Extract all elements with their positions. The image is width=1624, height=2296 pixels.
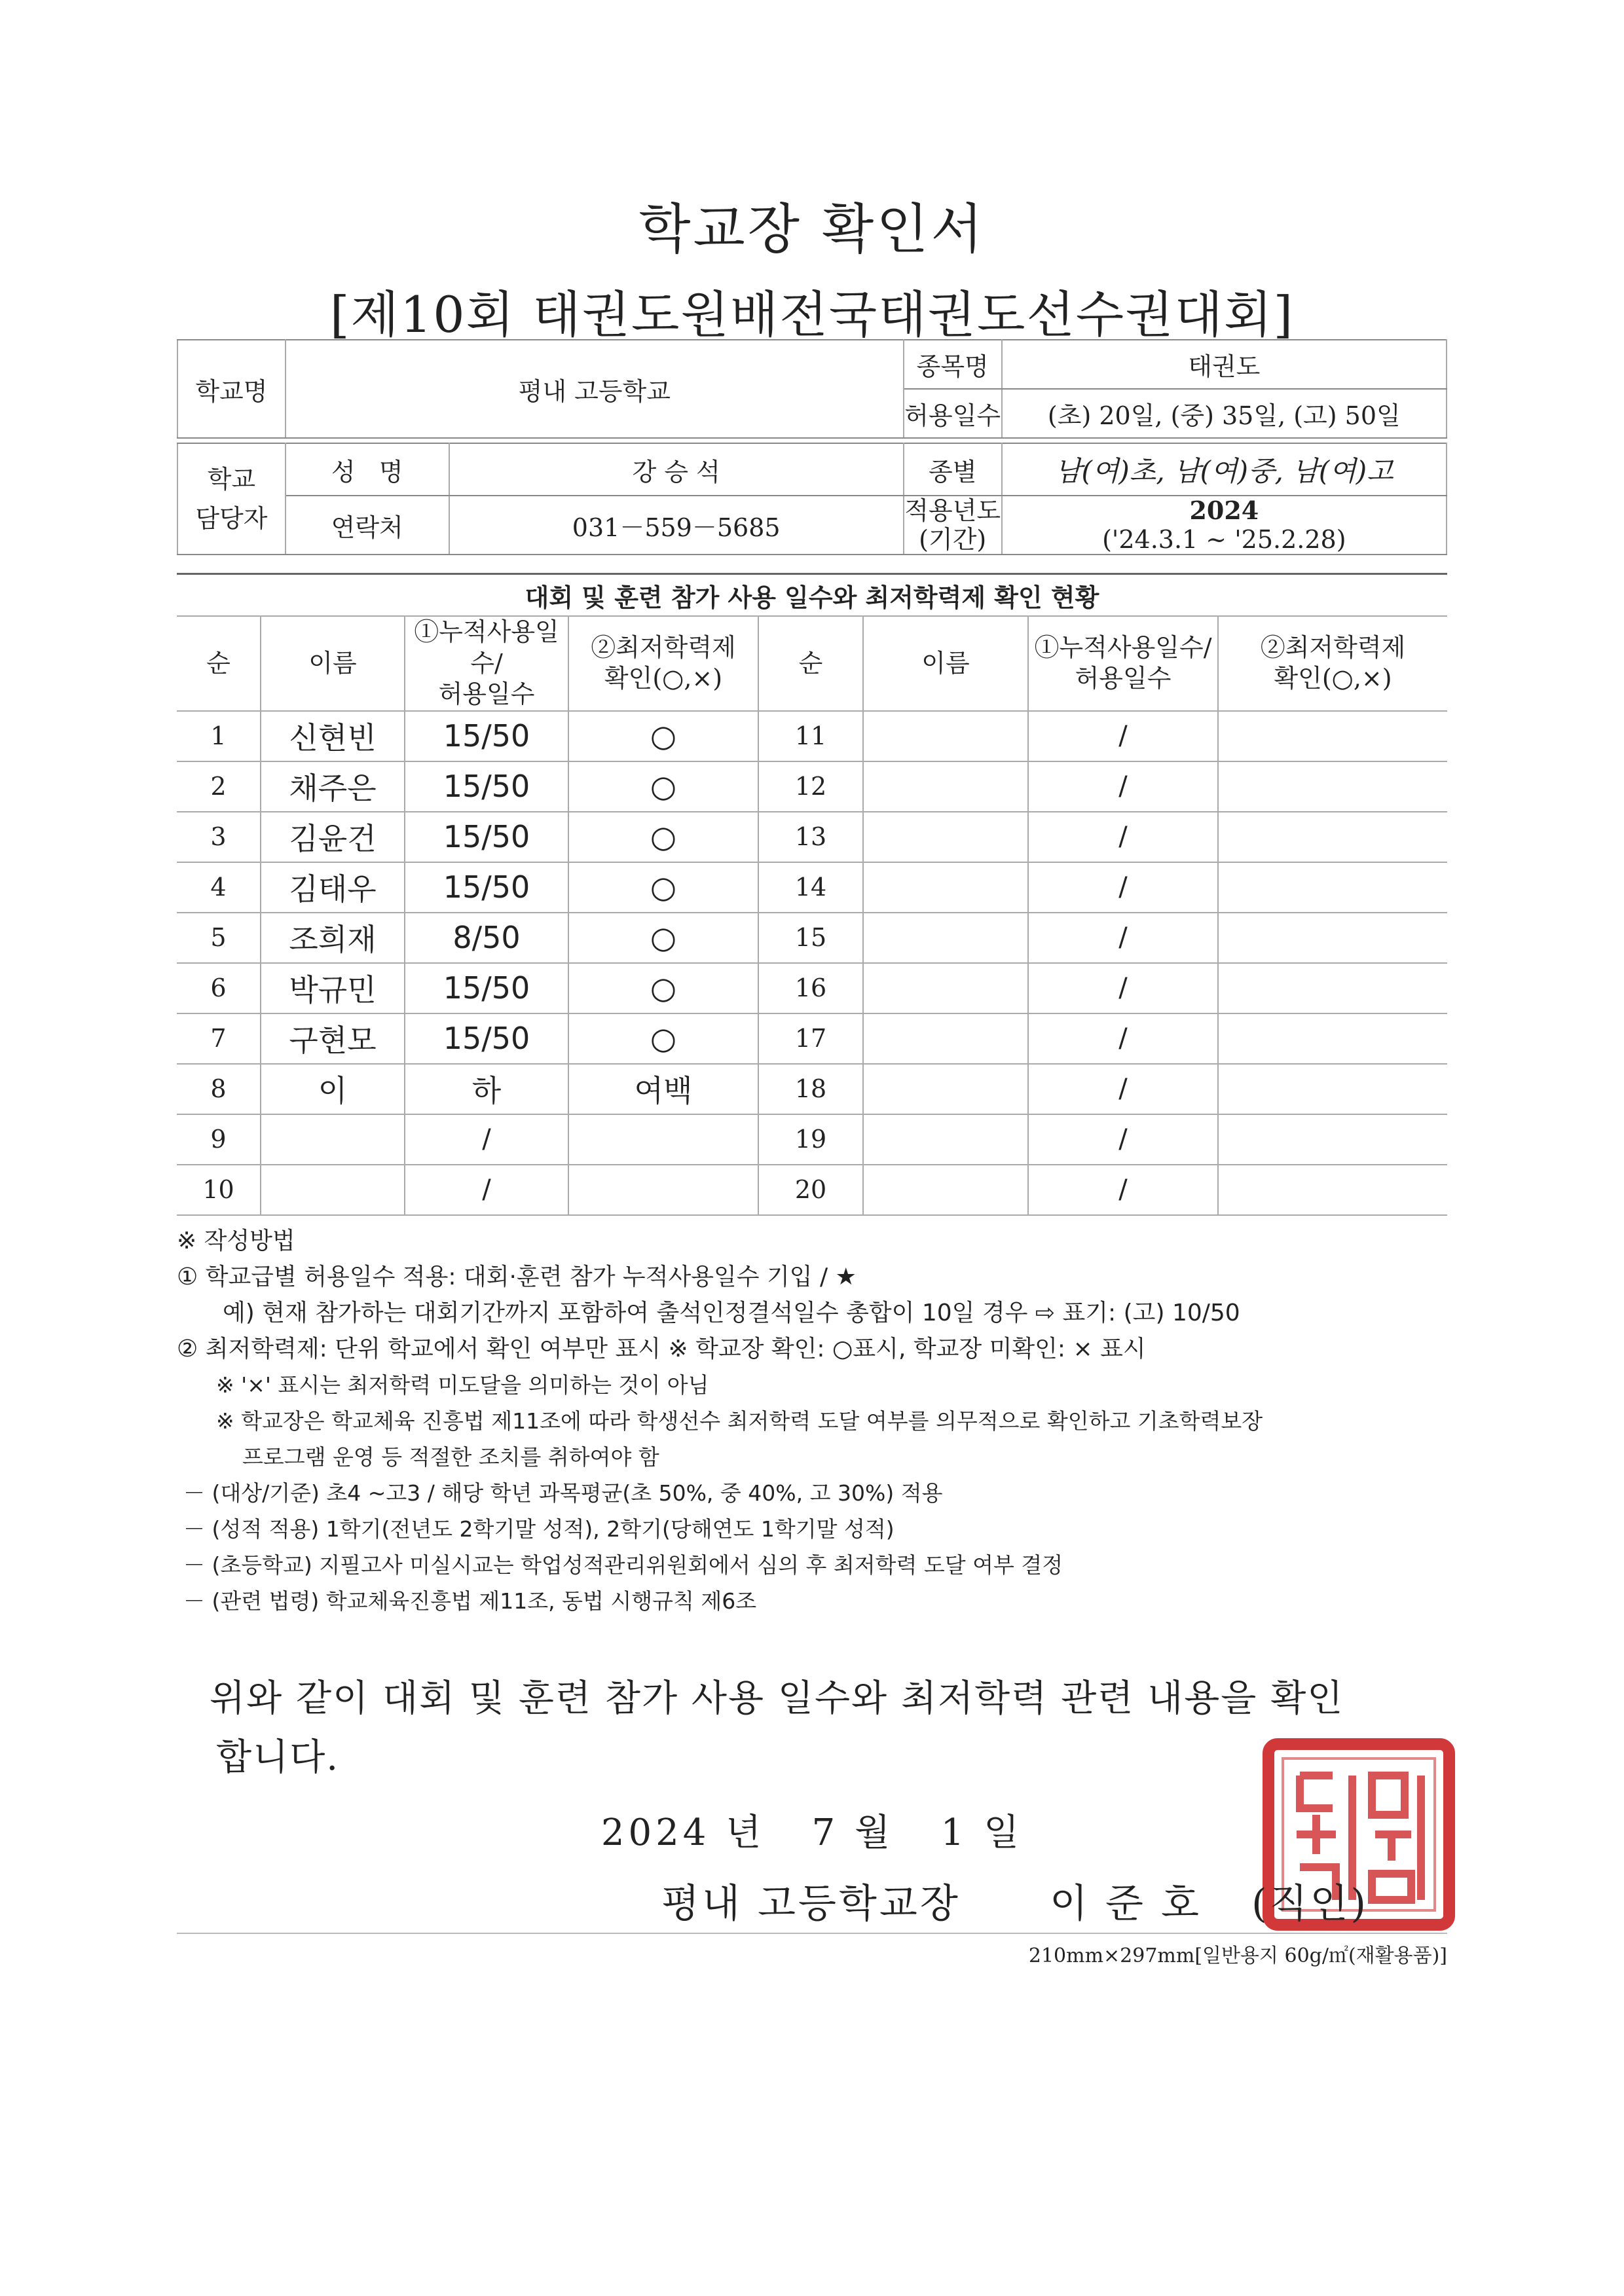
- student-name: [261, 1114, 405, 1165]
- instruction-2: ② 최저학력제: 단위 학교에서 확인 여부만 표시 ※ 학교장 확인: ○표시, 학교장 미확인: × 표시: [177, 1336, 1146, 1362]
- days-used: /: [1028, 1165, 1218, 1215]
- table-row: [177, 1064, 1447, 1114]
- table-row: [177, 913, 1447, 963]
- student-name: 채주은: [261, 761, 405, 812]
- instruction-2-note-b-cont: 프로그램 운영 등 적절한 조치를 취하여야 함: [242, 1444, 659, 1470]
- academic-check: [1218, 1114, 1447, 1165]
- academic-check: [1218, 711, 1447, 761]
- col-header-no-2: 순: [758, 616, 863, 711]
- date-year-unit: 년: [726, 1812, 766, 1854]
- row-no: 11: [758, 711, 863, 761]
- criteria-item: － (대상/기준) 초4 ~고3 / 해당 학년 과목평균(초 50%, 중 40%, 고 30%) 적용: [183, 1480, 943, 1506]
- days-used: 하: [405, 1064, 568, 1114]
- days-used: 15/50: [405, 963, 568, 1013]
- academic-check: [568, 1114, 758, 1165]
- criteria-item: － (초등학교) 지필고사 미실시교는 학업성적관리위원회에서 심의 후 최저학력 도달 여부 결정: [183, 1552, 1063, 1578]
- student-name: 김태우: [261, 862, 405, 913]
- student-name: 조희재: [261, 913, 405, 963]
- col-header-check: ②최저학력제 확인(○,×): [568, 616, 758, 711]
- days-used: /: [1028, 862, 1218, 913]
- academic-check: ○: [568, 1013, 758, 1064]
- row-no: 2: [177, 761, 261, 812]
- manager-name-label: 성 명: [286, 443, 449, 496]
- days-used: 15/50: [405, 761, 568, 812]
- row-no: 10: [177, 1165, 261, 1215]
- academic-check: [1218, 812, 1447, 862]
- row-no: 14: [758, 862, 863, 913]
- allowed-days-label: 허용일수: [904, 389, 1002, 438]
- days-used: /: [1028, 1064, 1218, 1114]
- student-name: [863, 1064, 1028, 1114]
- date-month: 7: [811, 1812, 840, 1854]
- student-name: [863, 812, 1028, 862]
- academic-check: 여백: [568, 1064, 758, 1114]
- footer-divider: [177, 1933, 1447, 1934]
- student-name: [863, 963, 1028, 1013]
- academic-check: ○: [568, 862, 758, 913]
- row-no: 9: [177, 1114, 261, 1165]
- confirmation-statement-end: 합니다.: [216, 1736, 340, 1779]
- student-name: [863, 1013, 1028, 1064]
- days-used: 15/50: [405, 1013, 568, 1064]
- table-row: [177, 1165, 1447, 1215]
- days-used: 8/50: [405, 913, 568, 963]
- academic-check: ○: [568, 761, 758, 812]
- principal-signature-line: [661, 1872, 1369, 1929]
- table-row: [177, 963, 1447, 1013]
- days-used: /: [1028, 812, 1218, 862]
- days-used: /: [1028, 711, 1218, 761]
- col-header-days: ①누적사용일수/ 허용일수: [405, 616, 568, 711]
- student-name: [261, 1165, 405, 1215]
- academic-check: [1218, 913, 1447, 963]
- days-used: /: [1028, 1013, 1218, 1064]
- row-no: 7: [177, 1013, 261, 1064]
- table-row: [177, 1114, 1447, 1165]
- table-row: [177, 862, 1447, 913]
- confirmation-statement: 위와 같이 대회 및 훈련 참가 사용 일수와 최저학력 관련 내용을 확인: [210, 1677, 1344, 1720]
- academic-check: [1218, 1064, 1447, 1114]
- manager-label: 학교 담당자: [177, 443, 286, 555]
- manager-name-value: 강 승 석: [449, 443, 904, 496]
- table-row: [177, 1013, 1447, 1064]
- row-no: 17: [758, 1013, 863, 1064]
- row-no: 18: [758, 1064, 863, 1114]
- col-header-days-2: ①누적사용일수/ 허용일수: [1028, 616, 1218, 711]
- row-no: 20: [758, 1165, 863, 1215]
- year-cell: [1002, 496, 1447, 555]
- period-value: ('24.3.1 ~ '25.2.28): [1102, 525, 1346, 554]
- criteria-item: － (성적 적용) 1학기(전년도 2학기말 성적), 2학기(당해연도 1학기말 성적): [183, 1516, 895, 1542]
- student-name: [863, 761, 1028, 812]
- category-label: 종별: [904, 443, 1002, 496]
- principal-title: 평내 고등학교장: [661, 1881, 961, 1927]
- student-name: 김윤건: [261, 812, 405, 862]
- row-no: 19: [758, 1114, 863, 1165]
- academic-check: ○: [568, 913, 758, 963]
- days-used: /: [1028, 761, 1218, 812]
- row-no: 16: [758, 963, 863, 1013]
- row-no: 8: [177, 1064, 261, 1114]
- instruction-2-note-b: ※ 학교장은 학교체육 진흥법 제11조에 따라 학생선수 최저학력 도달 여부를 의무적으로 확인하고 기초학력보장: [216, 1408, 1263, 1434]
- school-name-value: 평내 고등학교: [286, 340, 904, 438]
- row-no: 13: [758, 812, 863, 862]
- allowed-days-value: (초) 20일, (중) 35일, (고) 50일: [1002, 389, 1447, 438]
- student-name: [863, 1165, 1028, 1215]
- days-used: 15/50: [405, 862, 568, 913]
- days-used: 15/50: [405, 711, 568, 761]
- principal-name: 이 준 호: [1049, 1881, 1202, 1927]
- instruction-2-note-a: ※ '×' 표시는 최저학력 미도달을 의미하는 것이 아님: [216, 1372, 709, 1398]
- days-used: /: [1028, 913, 1218, 963]
- student-name: 구현모: [261, 1013, 405, 1064]
- student-name: 이: [261, 1064, 405, 1114]
- days-used: /: [405, 1165, 568, 1215]
- date-year: 2024: [600, 1812, 710, 1854]
- student-name: [863, 711, 1028, 761]
- paper-spec: 210mm×297mm[일반용지 60g/㎡(재활용품)]: [1028, 1944, 1447, 1967]
- col-header-name: 이름: [261, 616, 405, 711]
- table-row: [177, 761, 1447, 812]
- date-month-unit: 월: [855, 1812, 895, 1854]
- instruction-1-example: 예) 현재 참가하는 대회기간까지 포함하여 출석인정결석일수 총합이 10일 경우 ⇨ 표기: (고) 10/50: [223, 1300, 1240, 1326]
- academic-check: [1218, 1013, 1447, 1064]
- row-no: 15: [758, 913, 863, 963]
- instruction-1: ① 학교급별 허용일수 적용: 대회·훈련 참가 누적사용일수 기입 / ★: [177, 1264, 857, 1290]
- event-value: 태권도: [1002, 340, 1447, 389]
- year-label: 적용년도 (기간): [904, 496, 1001, 554]
- school-name-label: 학교명: [177, 340, 286, 438]
- row-no: 4: [177, 862, 261, 913]
- row-no: 1: [177, 711, 261, 761]
- academic-check: [1218, 1165, 1447, 1215]
- table-row: [177, 812, 1447, 862]
- academic-check: ○: [568, 963, 758, 1013]
- student-name: 박규민: [261, 963, 405, 1013]
- event-label: 종목명: [904, 340, 1002, 389]
- days-used: /: [405, 1114, 568, 1165]
- table-row: [177, 711, 1447, 761]
- category-value: 남(여)초, 남(여)중, 남(여)고: [1002, 443, 1447, 496]
- student-name: [863, 1114, 1028, 1165]
- contact-value: 031－559－5685: [449, 496, 904, 555]
- student-name: [863, 913, 1028, 963]
- row-no: 6: [177, 963, 261, 1013]
- academic-check: [1218, 963, 1447, 1013]
- criteria-item: － (관련 법령) 학교체육진흥법 제11조, 동법 시행규칙 제6조: [183, 1588, 757, 1614]
- year-value: 2024: [1189, 496, 1259, 525]
- academic-check: [1218, 862, 1447, 913]
- school-info-table: [177, 339, 1447, 555]
- instructions: [177, 1223, 1460, 1619]
- seal-placeholder: (직인): [1251, 1881, 1369, 1927]
- days-used: /: [1028, 1114, 1218, 1165]
- col-header-check-2: ②최저학력제 확인(○,×): [1218, 616, 1447, 711]
- date-day-unit: 일: [984, 1812, 1024, 1854]
- student-name: 신현빈: [261, 711, 405, 761]
- academic-check: ○: [568, 711, 758, 761]
- academic-check: [1218, 761, 1447, 812]
- roster-table: [177, 615, 1447, 1216]
- instructions-heading: ※ 작성방법: [177, 1228, 295, 1254]
- days-used: /: [1028, 963, 1218, 1013]
- academic-check: ○: [568, 812, 758, 862]
- student-name: [863, 862, 1028, 913]
- status-table-title: 대회 및 훈련 참가 사용 일수와 최저학력제 확인 현황: [177, 573, 1447, 617]
- row-no: 5: [177, 913, 261, 963]
- col-header-no: 순: [177, 616, 261, 711]
- document-title: 학교장 확인서: [638, 198, 986, 261]
- col-header-name-2: 이름: [863, 616, 1028, 711]
- academic-check: [568, 1165, 758, 1215]
- row-no: 12: [758, 761, 863, 812]
- row-no: 3: [177, 812, 261, 862]
- days-used: 15/50: [405, 812, 568, 862]
- competition-title: [제10회 태권도원배전국태권도선수권대회]: [329, 285, 1295, 344]
- date-day: 1: [940, 1812, 969, 1854]
- contact-label: 연락처: [286, 496, 449, 555]
